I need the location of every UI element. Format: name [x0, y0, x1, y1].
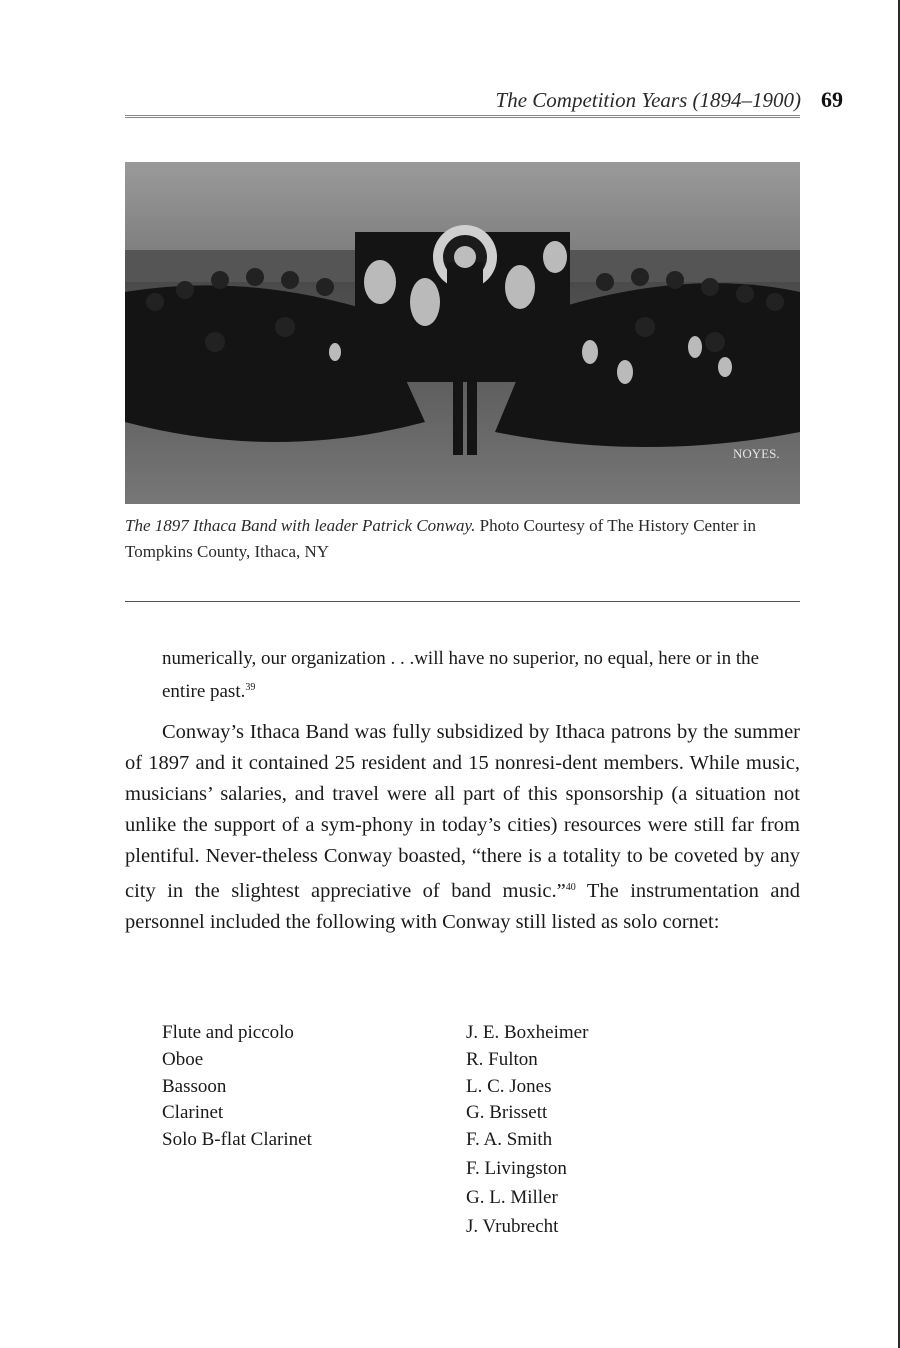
personnel-item: J. E. Boxheimer: [466, 1022, 589, 1043]
instrument-item: Oboe: [162, 1048, 204, 1070]
block-quote: [162, 644, 802, 706]
page-number: 69: [821, 87, 843, 112]
caption-credit: Photo Courtesy of The History Center in Tompkins County, Ithaca, NY: [125, 516, 756, 561]
personnel-item: F. Livingston: [466, 1157, 567, 1179]
band-photo: [125, 162, 800, 504]
section-divider: [125, 601, 800, 602]
quote-text: numerically, our organization . . .will have no superior, no equal, here or in the entire past.: [162, 648, 760, 702]
running-head: [125, 86, 843, 116]
personnel-item: F. A. Smith: [466, 1129, 553, 1151]
instrument-item: Solo B-flat Clarinet: [162, 1129, 312, 1151]
paragraph-part1: Conway’s Ithaca Band was fully subsidized by Ithaca patrons by the summer of 1897 and it contained 25 resident and 15 nonresi-dent members. While music, musicians’ salaries, and travel were all part of this sponsorship (a situation not unlike the support of a sym-phony in today’s cities) resources were still far from plentiful. Never-theless Conway boasted, “there is a totality to be coveted by any city in the slightest appreciative of band music.”: [125, 721, 800, 902]
instrument-item: Flute and piccolo: [162, 1022, 294, 1043]
personnel-item: R. Fulton: [466, 1048, 538, 1070]
caption-title: The 1897 Ithaca Band with leader Patrick Conway.: [125, 516, 476, 535]
personnel-item: G. L. Miller: [466, 1186, 558, 1208]
instrument-item: Clarinet: [162, 1102, 224, 1124]
photo-inscription: NOYES.: [733, 446, 780, 461]
personnel-list: [466, 1020, 588, 1240]
instrument-list: [162, 1020, 312, 1154]
band-photo-illustration: [125, 162, 800, 504]
personnel-item: J. Vrubrecht: [466, 1215, 559, 1237]
personnel-item: G. Brissett: [466, 1102, 548, 1124]
paragraph-part2: The instrumentation and personnel included the following with Conway still listed as solo cornet:: [125, 880, 801, 933]
footnote-39: 39: [245, 682, 256, 693]
figure-caption: [125, 513, 800, 565]
footnote-40: 40: [565, 882, 576, 893]
instrument-item: Bassoon: [162, 1075, 227, 1097]
body-paragraph: [125, 717, 800, 938]
header-rule: [125, 115, 800, 118]
running-title: The Competition Years (1894–1900): [495, 88, 801, 112]
personnel-item: L. C. Jones: [466, 1075, 552, 1097]
